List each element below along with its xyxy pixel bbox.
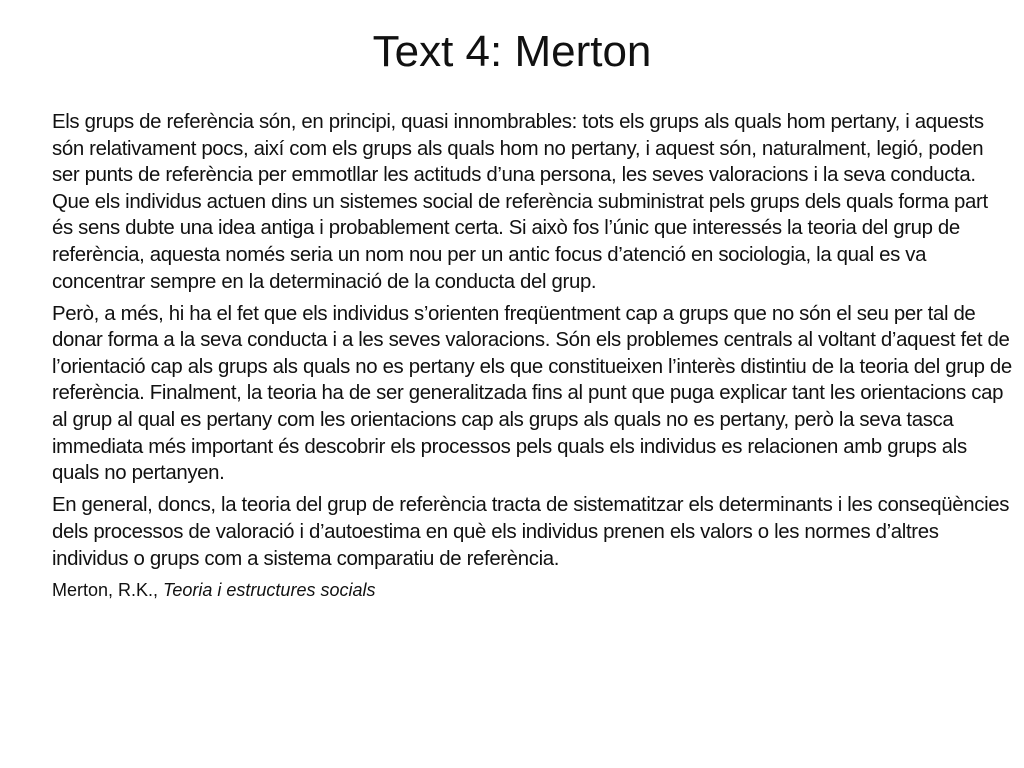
paragraph-3: En general, doncs, la teoria del grup de referència tracta de sistematitzar els determinants i les conseqüències dels processos de valoració i d’autoestima en què els individus prenen els valors o les normes d’altres individus o grups com a sistema comparatiu de referència.	[52, 494, 1010, 570]
citation-work-title: Teoria i estructures socials	[163, 579, 376, 600]
paragraph-1: Els grups de referència són, en principi, quasi innombrables: tots els grups als quals hom pertany, i aquests són relativament pocs, així com els grups als quals hom no pertany, i aquest són, naturalment, legió, poden ser punts de referència per emmotllar les actituds d’una persona, les seves valoracions i la seva conducta. Que els individus actuen dins un sistemes social de referència subministrat pels grups dels quals forma part és sens dubte una idea antiga i probablement certa. Si això fos l’únic que interessés la teoria del grup de referència, aquesta només seria un nom nou per un antic focus d’atenció en sociologia, la qual es va concentrar sempre en la determinació de la conducta del grup.	[52, 111, 988, 293]
slide-body	[52, 109, 1012, 602]
citation-author: Merton, R.K.,	[52, 579, 164, 600]
slide-title: Text 4: Merton	[372, 27, 652, 76]
citation	[52, 578, 1012, 602]
paragraph-2: Però, a més, hi ha el fet que els individus s’orienten freqüentment cap a grups que no són el seu per tal de donar forma a la seva conducta i a les seves valoracions. Són els problemes centrals al voltant d’aquest fet de l’orientació cap als grups als quals no es pertany els que constitueixen l’interès distintiu de la teoria del grup de referència. Finalment, la teoria ha de ser generalitzada fins al punt que puga explicar tant les orientacions cap al grup al qual es pertany com les orientacions cap als grups als quals no es pertany, però la seva tasca immediata més important és descobrir els processos pels quals els individus es relacionen amb grups als quals no pertanyen.	[52, 302, 1012, 485]
